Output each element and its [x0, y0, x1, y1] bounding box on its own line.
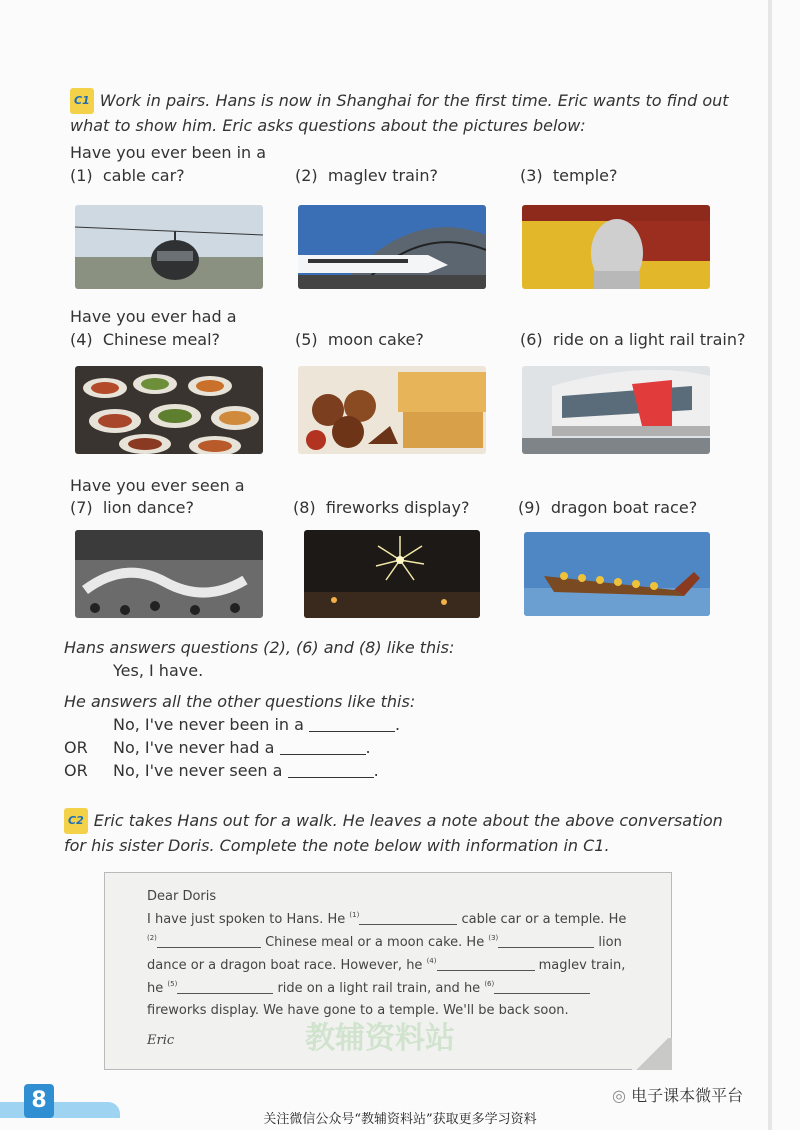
group1-prompt: Have you ever been in a	[70, 143, 267, 162]
moon-cake-photo	[298, 366, 486, 454]
answer-blank-1[interactable]	[309, 731, 395, 732]
dragon-boat-photo	[524, 532, 710, 616]
fireworks-photo	[304, 530, 480, 618]
c2-instruction	[64, 808, 764, 858]
maglev-train-photo	[298, 205, 486, 289]
c1-instruction-line1: Work in pairs. Hans is now in Shanghai for the first time. Eric wants to find out	[99, 91, 729, 110]
group3-prompt: Have you ever seen a	[70, 476, 245, 495]
note-blank-6[interactable]	[494, 993, 590, 994]
item1-label: (1) cable car?	[70, 166, 185, 185]
c1-tag: C1	[70, 88, 94, 114]
brand-label: ◎ 电子课本微平台	[612, 1086, 744, 1105]
temple-photo	[522, 205, 710, 289]
c2-instruction-line2: for his sister Doris. Complete the note below with information in C1.	[64, 836, 610, 855]
item3-label: (3) temple?	[520, 166, 618, 185]
c2-tag: C2	[64, 808, 88, 834]
light-rail-train-photo	[522, 366, 710, 454]
answer-blank-3[interactable]	[288, 777, 374, 778]
wechat-icon: ◎	[612, 1086, 626, 1105]
note-signature: Eric	[147, 1033, 175, 1048]
answer-yes: Yes, I have.	[113, 661, 204, 680]
note-greeting: Dear Doris	[147, 889, 217, 904]
c2-instruction-line1: Eric takes Hans out for a walk. He leaves a note about the above conversation	[93, 811, 723, 830]
answer-line-1: No, I've never been in a .	[113, 715, 401, 734]
answer-blank-2[interactable]	[280, 754, 366, 755]
answer-intro-1: Hans answers questions (2), (6) and (8) like this:	[64, 638, 455, 657]
answer-line-2: No, I've never had a .	[113, 738, 371, 757]
lion-dance-photo	[75, 530, 263, 618]
c1-instruction-line2: what to show him. Eric asks questions about the pictures below:	[70, 116, 586, 135]
note-blank-1[interactable]	[359, 924, 457, 925]
item9-label: (9) dragon boat race?	[518, 498, 698, 517]
group2-prompt: Have you ever had a	[70, 307, 237, 326]
footer-text: 关注微信公众号“教辅资料站”获取更多学习资料	[263, 1112, 537, 1127]
chinese-meal-photo	[75, 366, 263, 454]
note-line-5: fireworks display. We have gone to a temple. We'll be back soon.	[147, 1003, 569, 1018]
watermark-text: 教辅资料站	[305, 1021, 455, 1056]
page-number: 8	[24, 1084, 54, 1118]
note-blank-3[interactable]	[498, 947, 594, 948]
page-edge	[768, 0, 772, 1130]
item7-label: (7) lion dance?	[70, 498, 194, 517]
item5-label: (5) moon cake?	[295, 330, 424, 349]
note-blank-2[interactable]	[157, 947, 261, 948]
note-page-curl	[632, 1038, 672, 1070]
note-line-1: I have just spoken to Hans. He $^{(1)}$ cable car or a temple. He	[147, 911, 627, 927]
item6-label: (6) ride on a light rail train?	[520, 330, 746, 349]
note-line-2: $^{(2)}$ Chinese meal or a moon cake. He $^{(3)}$ lion	[147, 934, 622, 950]
item4-label: (4) Chinese meal?	[70, 330, 221, 349]
note-line-3: dance or a dragon boat race. However, he $^{(4)}$ maglev train,	[147, 957, 626, 973]
answer-intro-2: He answers all the other questions like this:	[64, 692, 416, 711]
cable-car-photo	[75, 205, 263, 289]
item2-label: (2) maglev train?	[295, 166, 438, 185]
note-line-4: he $^{(5)}$ ride on a light rail train, and he $^{(6)}$	[147, 980, 590, 996]
answer-line-3: No, I've never seen a .	[113, 761, 379, 780]
answer-or-2: OR	[64, 761, 88, 780]
answer-or-1: OR	[64, 738, 88, 757]
item8-label: (8) fireworks display?	[293, 498, 470, 517]
note-card	[104, 872, 672, 1070]
note-blank-4[interactable]	[437, 970, 535, 971]
c1-instruction	[70, 88, 760, 138]
note-blank-5[interactable]	[177, 993, 273, 994]
